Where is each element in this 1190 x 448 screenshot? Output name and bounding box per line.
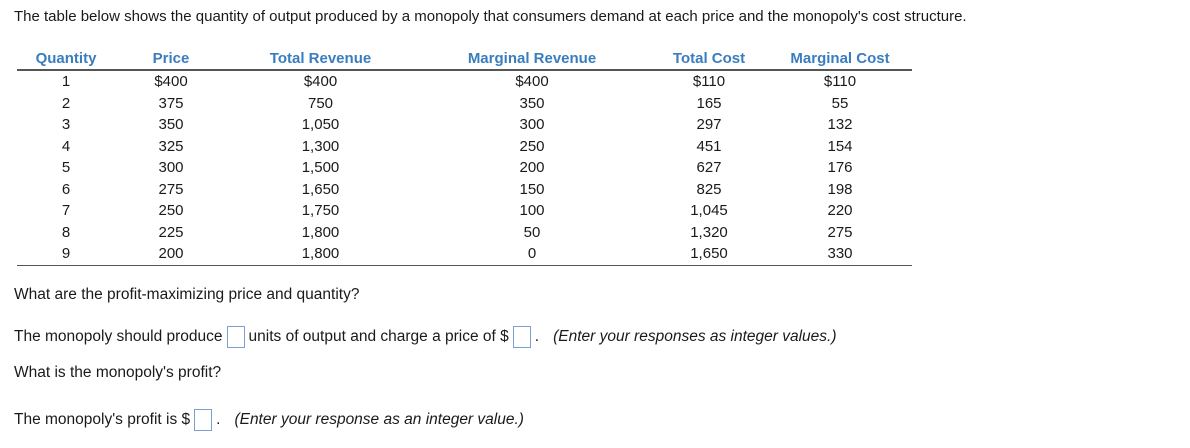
table-cell: $400 [515, 73, 549, 91]
table-cell: 2 [61, 94, 71, 112]
question-profit: What is the monopoly's profit? [14, 364, 222, 381]
table-cell: $110 [692, 73, 726, 91]
table-cell: 325 [158, 137, 184, 155]
table-cell: 100 [519, 202, 545, 220]
table-cell: 275 [827, 223, 853, 241]
table-cell: 451 [696, 137, 722, 155]
table-cell: 330 [768, 243, 912, 265]
table-cell: 150 [519, 180, 545, 198]
table-cell: 225 [158, 223, 184, 241]
answer-line-quantity-price [14, 326, 837, 348]
header-marginal-cost: Marginal Cost [768, 48, 912, 70]
table-cell: 1,800 [227, 243, 414, 265]
table-cell: 154 [827, 137, 853, 155]
table-cell: 825 [696, 180, 722, 198]
table-body [17, 70, 912, 265]
table-cell: 1,050 [301, 116, 340, 134]
table-cell: 627 [696, 159, 722, 177]
answer-line-profit [14, 409, 524, 431]
table-cell: 350 [158, 116, 184, 134]
table-cell: 1,045 [690, 202, 728, 220]
table-cell: 7 [61, 202, 71, 220]
table-cell: 3 [61, 116, 71, 134]
table-row [17, 200, 912, 222]
table-row [17, 157, 912, 179]
table-cell: 220 [827, 202, 853, 220]
table-row [17, 93, 912, 115]
answer-instruction: (Enter your responses as integer values.) [553, 328, 837, 345]
table-cell: 4 [61, 137, 71, 155]
table-cell: 250 [519, 137, 545, 155]
table-row [17, 114, 912, 136]
header-marginal-revenue: Marginal Revenue [414, 48, 650, 70]
table-cell: $400 [154, 73, 188, 91]
table-cell: 1,320 [690, 223, 728, 241]
table-cell: 132 [827, 116, 853, 134]
table-cell: 165 [696, 94, 722, 112]
table-cell: 750 [307, 94, 334, 112]
table-cell: 1,750 [301, 202, 340, 220]
table-cell: 176 [827, 159, 853, 177]
table-cell: 1 [61, 73, 71, 91]
table-cell: 8 [61, 223, 71, 241]
table-cell: 9 [17, 243, 115, 265]
profit-input[interactable] [194, 409, 212, 431]
table-cell: 350 [519, 94, 545, 112]
intro-text: The table below shows the quantity of output produced by a monopoly that consumers demand at each price and the monopoly's cost structure. [14, 8, 967, 25]
header-price: Price [115, 48, 227, 70]
profit-suffix: . [216, 411, 221, 428]
table-cell: 5 [61, 159, 71, 177]
price-input[interactable] [513, 326, 531, 348]
table-row [17, 70, 912, 93]
table-header-row [17, 48, 912, 70]
table-cell: $110 [823, 73, 857, 91]
table-row [17, 136, 912, 158]
table-row [17, 243, 912, 265]
table-cell: 50 [523, 223, 541, 241]
table-cell: 200 [115, 243, 227, 265]
table-row [17, 179, 912, 201]
question-price-quantity: What are the profit-maximizing price and quantity? [14, 286, 360, 303]
table-cell: 200 [519, 159, 545, 177]
header-quantity: Quantity [17, 48, 115, 70]
table-cell: 250 [158, 202, 184, 220]
table-cell: 300 [519, 116, 545, 134]
profit-instruction: (Enter your response as an integer value.) [234, 411, 524, 428]
header-total-cost: Total Cost [650, 48, 768, 70]
answer-prefix: The monopoly should produce [14, 328, 223, 345]
monopoly-table [17, 48, 912, 266]
table-cell: 6 [61, 180, 71, 198]
table-cell: 297 [696, 116, 722, 134]
header-total-revenue: Total Revenue [227, 48, 414, 70]
table-cell: $400 [303, 73, 338, 91]
quantity-input[interactable] [227, 326, 245, 348]
answer-middle: units of output and charge a price of $ [248, 328, 509, 345]
answer-suffix: . [534, 328, 540, 345]
profit-prefix: The monopoly's profit is $ [14, 411, 191, 428]
table-cell: 55 [831, 94, 849, 112]
table-cell: 1,650 [301, 180, 340, 198]
table-cell: 275 [158, 180, 184, 198]
table-cell: 1,300 [301, 137, 340, 155]
table-cell: 375 [158, 94, 184, 112]
table-cell: 300 [158, 159, 184, 177]
table-cell: 1,500 [301, 159, 340, 177]
table-cell: 0 [414, 243, 650, 265]
table-cell: 1,800 [301, 223, 340, 241]
table-cell: 198 [827, 180, 853, 198]
table-cell: 1,650 [650, 243, 768, 265]
table-row [17, 222, 912, 244]
